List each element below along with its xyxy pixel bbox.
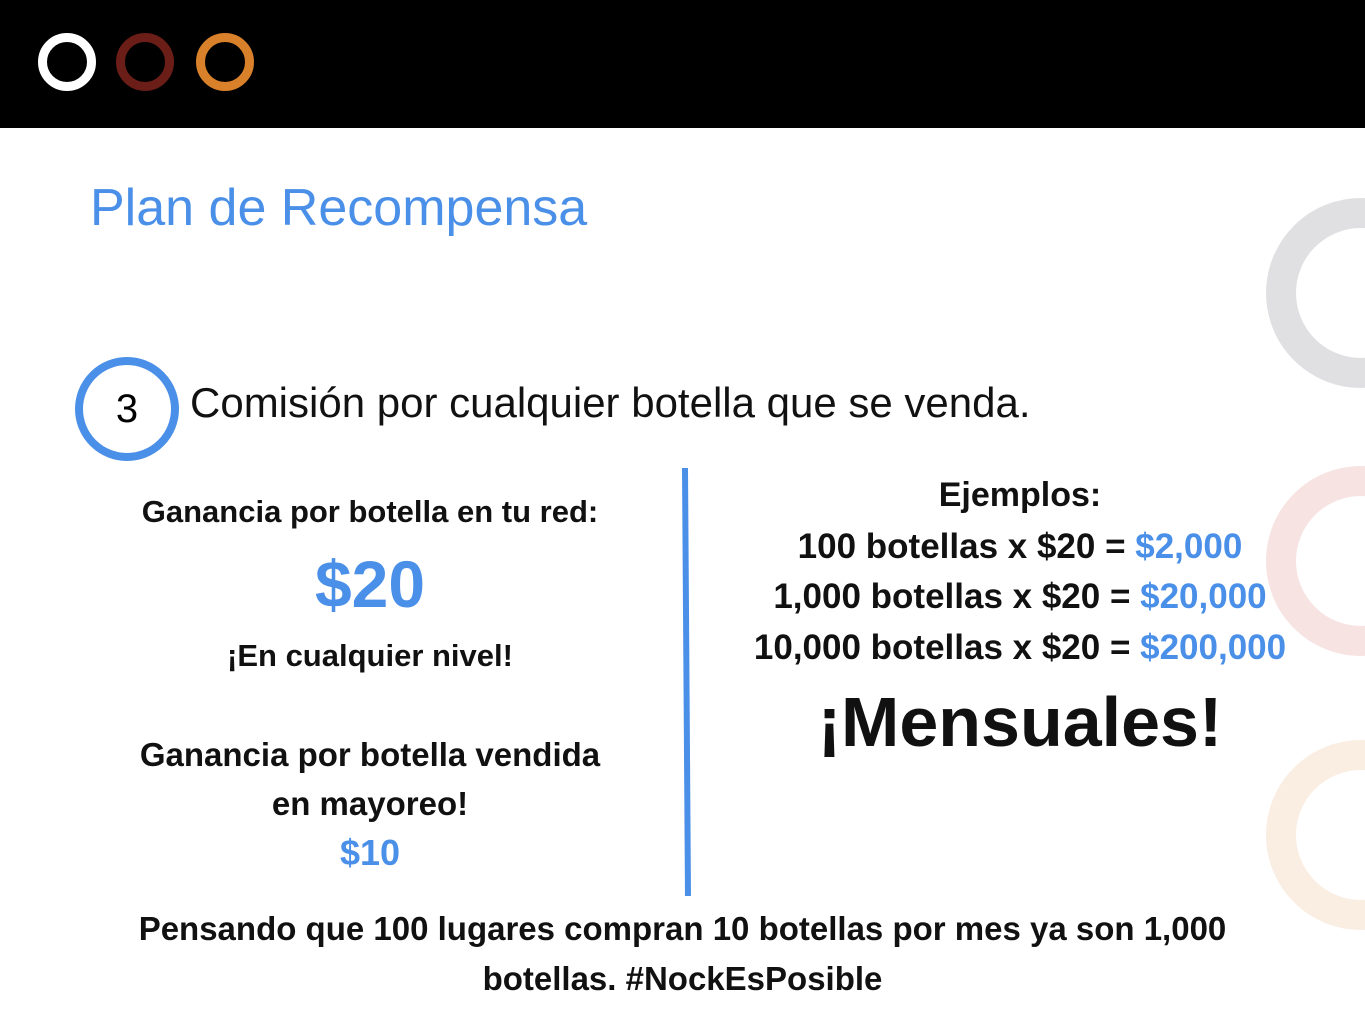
any-level-note: ¡En cualquier nivel!	[227, 638, 513, 673]
example-expression: 1,000 botellas x $20 =	[773, 577, 1141, 616]
gray-ring-decoration-icon	[1266, 198, 1365, 388]
orange-ring-icon	[196, 33, 254, 91]
wholesale-earning-label-line2: en mayoreo!	[271, 785, 469, 822]
wholesale-earning-amount: $10	[339, 832, 401, 873]
example-row	[700, 527, 1340, 567]
step-description: Comisión por cualquier botella que se venda.	[190, 379, 1031, 426]
example-expression: 10,000 botellas x $20 =	[753, 628, 1141, 667]
example-expression: 100 botellas x $20 =	[797, 527, 1136, 566]
step-number-badge: 3	[75, 357, 179, 461]
white-ring-icon	[38, 33, 96, 91]
header-bar	[0, 0, 1365, 128]
example-result: $200,000	[1140, 628, 1287, 667]
footer-note	[40, 904, 1325, 1004]
example-result: $2,000	[1135, 527, 1243, 566]
footer-line-2: botellas. #NockEsPosible	[482, 960, 883, 997]
example-row	[700, 628, 1340, 668]
footer-line-1: Pensando que 100 lugares compran 10 botellas por mes ya son 1,000	[138, 910, 1227, 947]
page-title: Plan de Recompensa	[90, 179, 588, 237]
example-result: $20,000	[1140, 577, 1267, 616]
example-row	[700, 577, 1340, 617]
peach-ring-decoration-icon	[1266, 740, 1365, 930]
wholesale-earning-label-line1: Ganancia por botella vendida	[139, 736, 601, 773]
network-earning-label: Ganancia por botella en tu red:	[141, 494, 599, 529]
maroon-ring-icon	[116, 33, 174, 91]
monthly-highlight: ¡Mensuales!	[817, 683, 1223, 761]
examples-heading: Ejemplos:	[938, 476, 1102, 514]
column-divider	[682, 468, 691, 896]
network-earning-amount: $20	[314, 547, 426, 621]
